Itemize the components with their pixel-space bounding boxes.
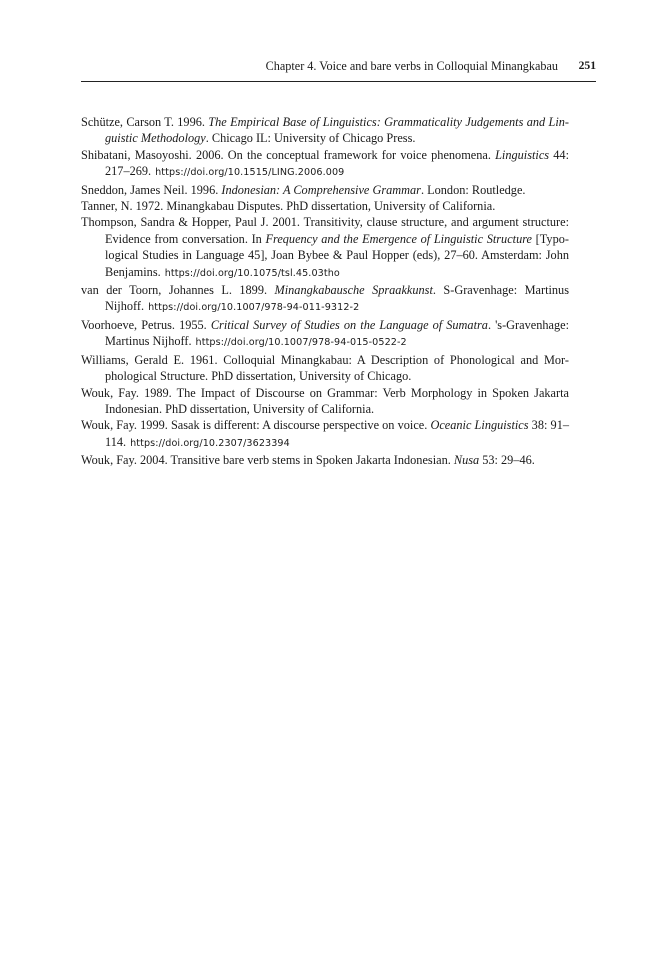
reference-entry: [81, 182, 569, 198]
ref-text: Voorhoeve, Petrus. 1955.: [81, 317, 211, 332]
reference-entry: [81, 282, 569, 317]
reference-entry: [81, 452, 569, 468]
ref-text: Wouk, Fay. 2004. Transitive bare verb stems in Spoken Jakarta Indonesian.: [81, 453, 454, 468]
page-number: 251: [578, 59, 596, 72]
ref-text: van der Toorn, Johannes L. 1899.: [81, 283, 275, 298]
ref-text: 53: 29–46.: [479, 453, 535, 468]
doi-link[interactable]: https://doi.org/10.1007/978-94-015-0522-2: [195, 337, 407, 349]
ref-text: Wouk, Fay. 1989. The Impact of Discourse on Grammar: Verb Morphology in Spoken Jakarta Indonesian. PhD dissertation, University of California.: [81, 385, 569, 416]
running-head: Chapter 4. Voice and bare verbs in Colloquial Minangkabau: [265, 59, 558, 73]
ref-text: . 's-Gravenhage: Martinus Nijhoff.: [105, 317, 569, 349]
ref-text: Thompson, Sandra & Hopper, Paul J. 2001. Transitivity, clause structure, and argument structure: Evidence from conversation. In: [81, 215, 569, 246]
ref-text: Wouk, Fay. 1999. Sasak is different: A discourse perspective on voice.: [81, 418, 431, 433]
reference-list: [81, 114, 569, 469]
reference-entry: [81, 352, 569, 385]
ref-text: 38: 91–114.: [105, 418, 569, 449]
ref-title: Frequency and the Emergence of Linguistic Structure: [265, 231, 533, 246]
ref-text: [Typo-logical Studies in Language 45], Joan Bybee & Paul Hopper (eds), 27–60. Amsterdam: John Benjamins.: [105, 231, 569, 279]
reference-entry: [81, 385, 569, 418]
ref-text: 44: 217–269.: [105, 147, 569, 179]
ref-title: Indonesian: A Comprehensive Grammar: [221, 182, 421, 197]
doi-link[interactable]: https://doi.org/10.1515/LING.2006.009: [155, 167, 345, 179]
ref-text: Shibatani, Masoyoshi. 2006. On the conceptual framework for voice phenomena.: [81, 147, 496, 162]
reference-entry: [81, 317, 569, 352]
ref-title: Nusa: [453, 453, 480, 468]
ref-text: Williams, Gerald E. 1961. Colloquial Minangkabau: A Description of Phonological and Mor-phological Structure. PhD dissertation, University of Chicago.: [81, 352, 569, 384]
ref-title: Linguistics: [495, 147, 550, 162]
ref-title: The Empirical Base of Linguistics: Grammaticality Judgements and Lin-guistic Methodology: [105, 115, 569, 146]
reference-entry: [81, 147, 569, 182]
ref-text: . S-Gravenhage: Martinus Nijhoff.: [105, 283, 569, 314]
doi-link[interactable]: https://doi.org/10.1007/978-94-011-9312-2: [148, 302, 360, 314]
ref-title: Minangkabausche Spraakkunst: [274, 283, 433, 298]
doi-link[interactable]: https://doi.org/10.1075/tsl.45.03tho: [164, 267, 340, 279]
page-header: [81, 59, 596, 82]
doi-link[interactable]: https://doi.org/10.2307/3623394: [130, 437, 290, 449]
reference-entry: [81, 198, 569, 214]
reference-entry: [81, 114, 569, 147]
ref-text: Sneddon, James Neil. 1996.: [81, 182, 222, 197]
reference-entry: [81, 214, 569, 282]
ref-text: Tanner, N. 1972. Minangkabau Disputes. PhD dissertation, University of California.: [81, 199, 496, 214]
reference-entry: [81, 417, 569, 452]
ref-text: Schütze, Carson T. 1996.: [81, 115, 209, 129]
ref-title: Oceanic Linguistics: [430, 418, 529, 433]
ref-title: Critical Survey of Studies on the Language of Sumatra: [210, 317, 488, 332]
ref-text: . Chicago IL: University of Chicago Press.: [205, 131, 416, 146]
ref-text: . London: Routledge.: [420, 182, 526, 197]
